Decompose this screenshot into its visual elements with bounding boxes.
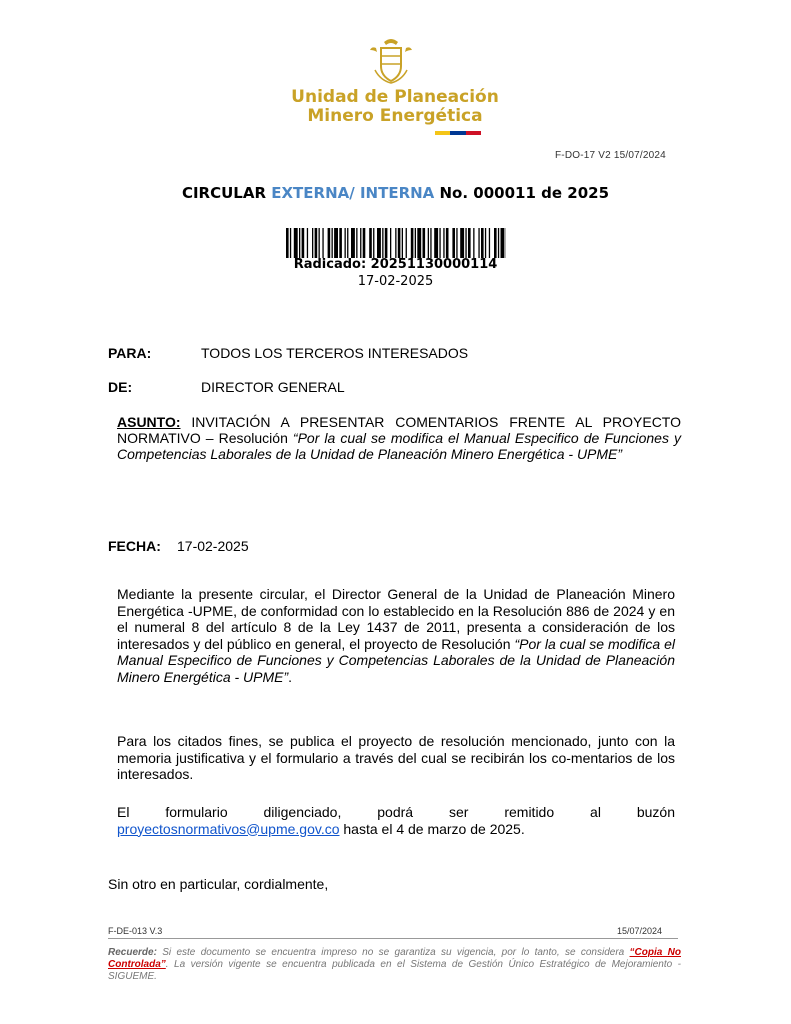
barcode-bar	[302, 228, 305, 258]
barcode-bar	[494, 228, 497, 258]
barcode-bar	[423, 228, 426, 258]
barcode-bar	[456, 228, 457, 258]
barcode-bar	[312, 228, 313, 258]
flag-blue-stripe	[450, 131, 465, 135]
radicado-date: 17-02-2025	[357, 274, 434, 289]
closing-text: Sin otro en particular, cordialmente,	[108, 876, 329, 892]
barcode-bar	[498, 228, 499, 258]
barcode-bar	[428, 228, 429, 258]
barcode-bar	[446, 228, 449, 258]
de-value: DIRECTOR GENERAL	[201, 379, 345, 395]
barcode-bar	[485, 228, 486, 258]
barcode-bar	[481, 228, 484, 258]
barcode-bar	[334, 228, 338, 258]
barcode-bar	[501, 228, 505, 258]
barcode-bar	[345, 228, 346, 258]
footer-code: F-DE-013 V.3	[108, 926, 163, 936]
p1-text: Mediante la presente circular, el Director General de la Unidad de Planeación Minero Energética -UPME, de conformidad con lo establecido en la Resolución 886 de 2024 y en el numeral 8 del artículo 8 de la Ley 1437 de 2011, presenta a consideración de los interesados y del público en general, el proyecto de Resolución	[117, 586, 675, 652]
barcode-bar	[369, 228, 372, 258]
org-name-line1: Unidad de Planeación	[291, 87, 499, 107]
p1-end: .	[288, 668, 293, 685]
barcode-bar	[356, 228, 357, 258]
para-value: TODOS LOS TERCEROS INTERESADOS	[201, 345, 469, 361]
barcode-bar	[452, 228, 455, 258]
footer-divider	[108, 938, 678, 939]
org-name-line2: Minero Energética	[307, 106, 483, 126]
barcode-bar	[351, 228, 355, 258]
barcode-bar	[439, 228, 440, 258]
barcode-bar	[430, 228, 431, 258]
barcode-bar	[489, 228, 490, 258]
disclaimer-text-2: . La versión vigente se encuentra publicada en el Sistema de Gestión Único Estratégico de Mejoramiento - SIGUEME.	[108, 959, 681, 982]
asunto-block	[117, 414, 681, 462]
barcode-bar	[363, 228, 366, 258]
barcode-bar	[339, 228, 342, 258]
barcode-bar	[294, 228, 298, 258]
barcode-bar	[286, 228, 289, 258]
asunto-label: ASUNTO:	[117, 414, 181, 430]
barcode-bar	[390, 228, 391, 258]
barcode-bar	[402, 228, 403, 258]
body-paragraph-2: Para los citados fines, se publica el proyecto de resolución mencionado, junto con la memoria justificativa y el formulario a través del cual se recibirán los co-mentarios de los interesados.	[117, 733, 675, 782]
asunto-text: INVITACIÓN A PRESENTAR COMENTARIOS FRENTE AL PROYECTO NORMATIVO – Resolución	[117, 414, 681, 446]
barcode-bar	[319, 228, 320, 258]
flag-red-stripe	[466, 131, 481, 135]
footer-date: 15/07/2024	[617, 926, 663, 936]
form-code: F-DO-17 V2 15/07/2024	[555, 150, 666, 161]
barcode-bar	[373, 228, 374, 258]
title-prefix: CIRCULAR	[181, 184, 272, 202]
barcode-bar	[434, 228, 438, 258]
barcode-bar	[385, 228, 388, 258]
fecha-value: 17-02-2025	[177, 538, 249, 554]
barcode-bar	[406, 228, 407, 258]
barcode-bar	[322, 228, 323, 258]
barcode-bar	[415, 228, 416, 258]
title-suffix: No. 000011 de 2025	[434, 184, 610, 202]
barcode-bar	[398, 228, 401, 258]
colombia-coat-of-arms-icon	[370, 36, 412, 84]
circular-title	[0, 184, 791, 202]
barcode-bar	[360, 228, 361, 258]
p3-text: El formulario diligenciado, podrá ser remitido al buzón	[117, 804, 675, 820]
asunto-italic: “Por la cual se modifica el Manual Especifico de Funciones y Competencias Laborales de la Unidad de Planeación Minero Energética - UPME”	[117, 430, 681, 462]
barcode-icon	[286, 228, 506, 258]
disclaimer-copia: “Copia No Controlada”	[108, 947, 681, 970]
barcode-bar	[411, 228, 414, 258]
barcode-bar	[460, 228, 464, 258]
title-highlight: EXTERNA/ INTERNA	[271, 184, 435, 202]
de-label: DE:	[108, 379, 133, 395]
barcode-bar	[478, 228, 479, 258]
barcode-bar	[328, 228, 331, 258]
barcode-bar	[307, 228, 308, 258]
barcode-bar	[417, 228, 421, 258]
colombia-flag-stripe	[435, 131, 481, 135]
barcode-bar	[290, 228, 291, 258]
para-label: PARA:	[108, 345, 152, 361]
disclaimer	[108, 947, 681, 983]
barcode-bar	[332, 228, 333, 258]
p3-end: hasta el 4 de marzo de 2025.	[339, 820, 525, 837]
body-paragraph-1	[117, 586, 675, 685]
barcode-bar	[382, 228, 383, 258]
email-link[interactable]: proyectosnormativos@upme.gov.co	[117, 820, 340, 837]
barcode-bar	[395, 228, 396, 258]
barcode-bar	[377, 228, 381, 258]
fecha-label: FECHA:	[108, 538, 161, 554]
flag-yellow-stripe	[435, 131, 450, 135]
disclaimer-text-1: Si este documento se encuentra impreso no se garantiza su vigencia, por lo tanto, se considera	[156, 947, 630, 958]
disclaimer-recuerde: Recuerde:	[108, 947, 157, 958]
barcode-bar	[468, 228, 471, 258]
radicado-number: Radicado: 20251130000114	[293, 257, 498, 272]
body-paragraph-3	[117, 804, 675, 837]
barcode-bar	[443, 228, 444, 258]
barcode-bar	[465, 228, 466, 258]
barcode-bar	[315, 228, 318, 258]
barcode-bar	[347, 228, 348, 258]
barcode-bar	[473, 228, 474, 258]
p1-italic: “Por la cual se modifica el Manual Especifico de Funciones y Competencias Laborales de la Unidad de Planeación Minero Energética - UPME”	[117, 635, 675, 685]
barcode-bar	[299, 228, 300, 258]
